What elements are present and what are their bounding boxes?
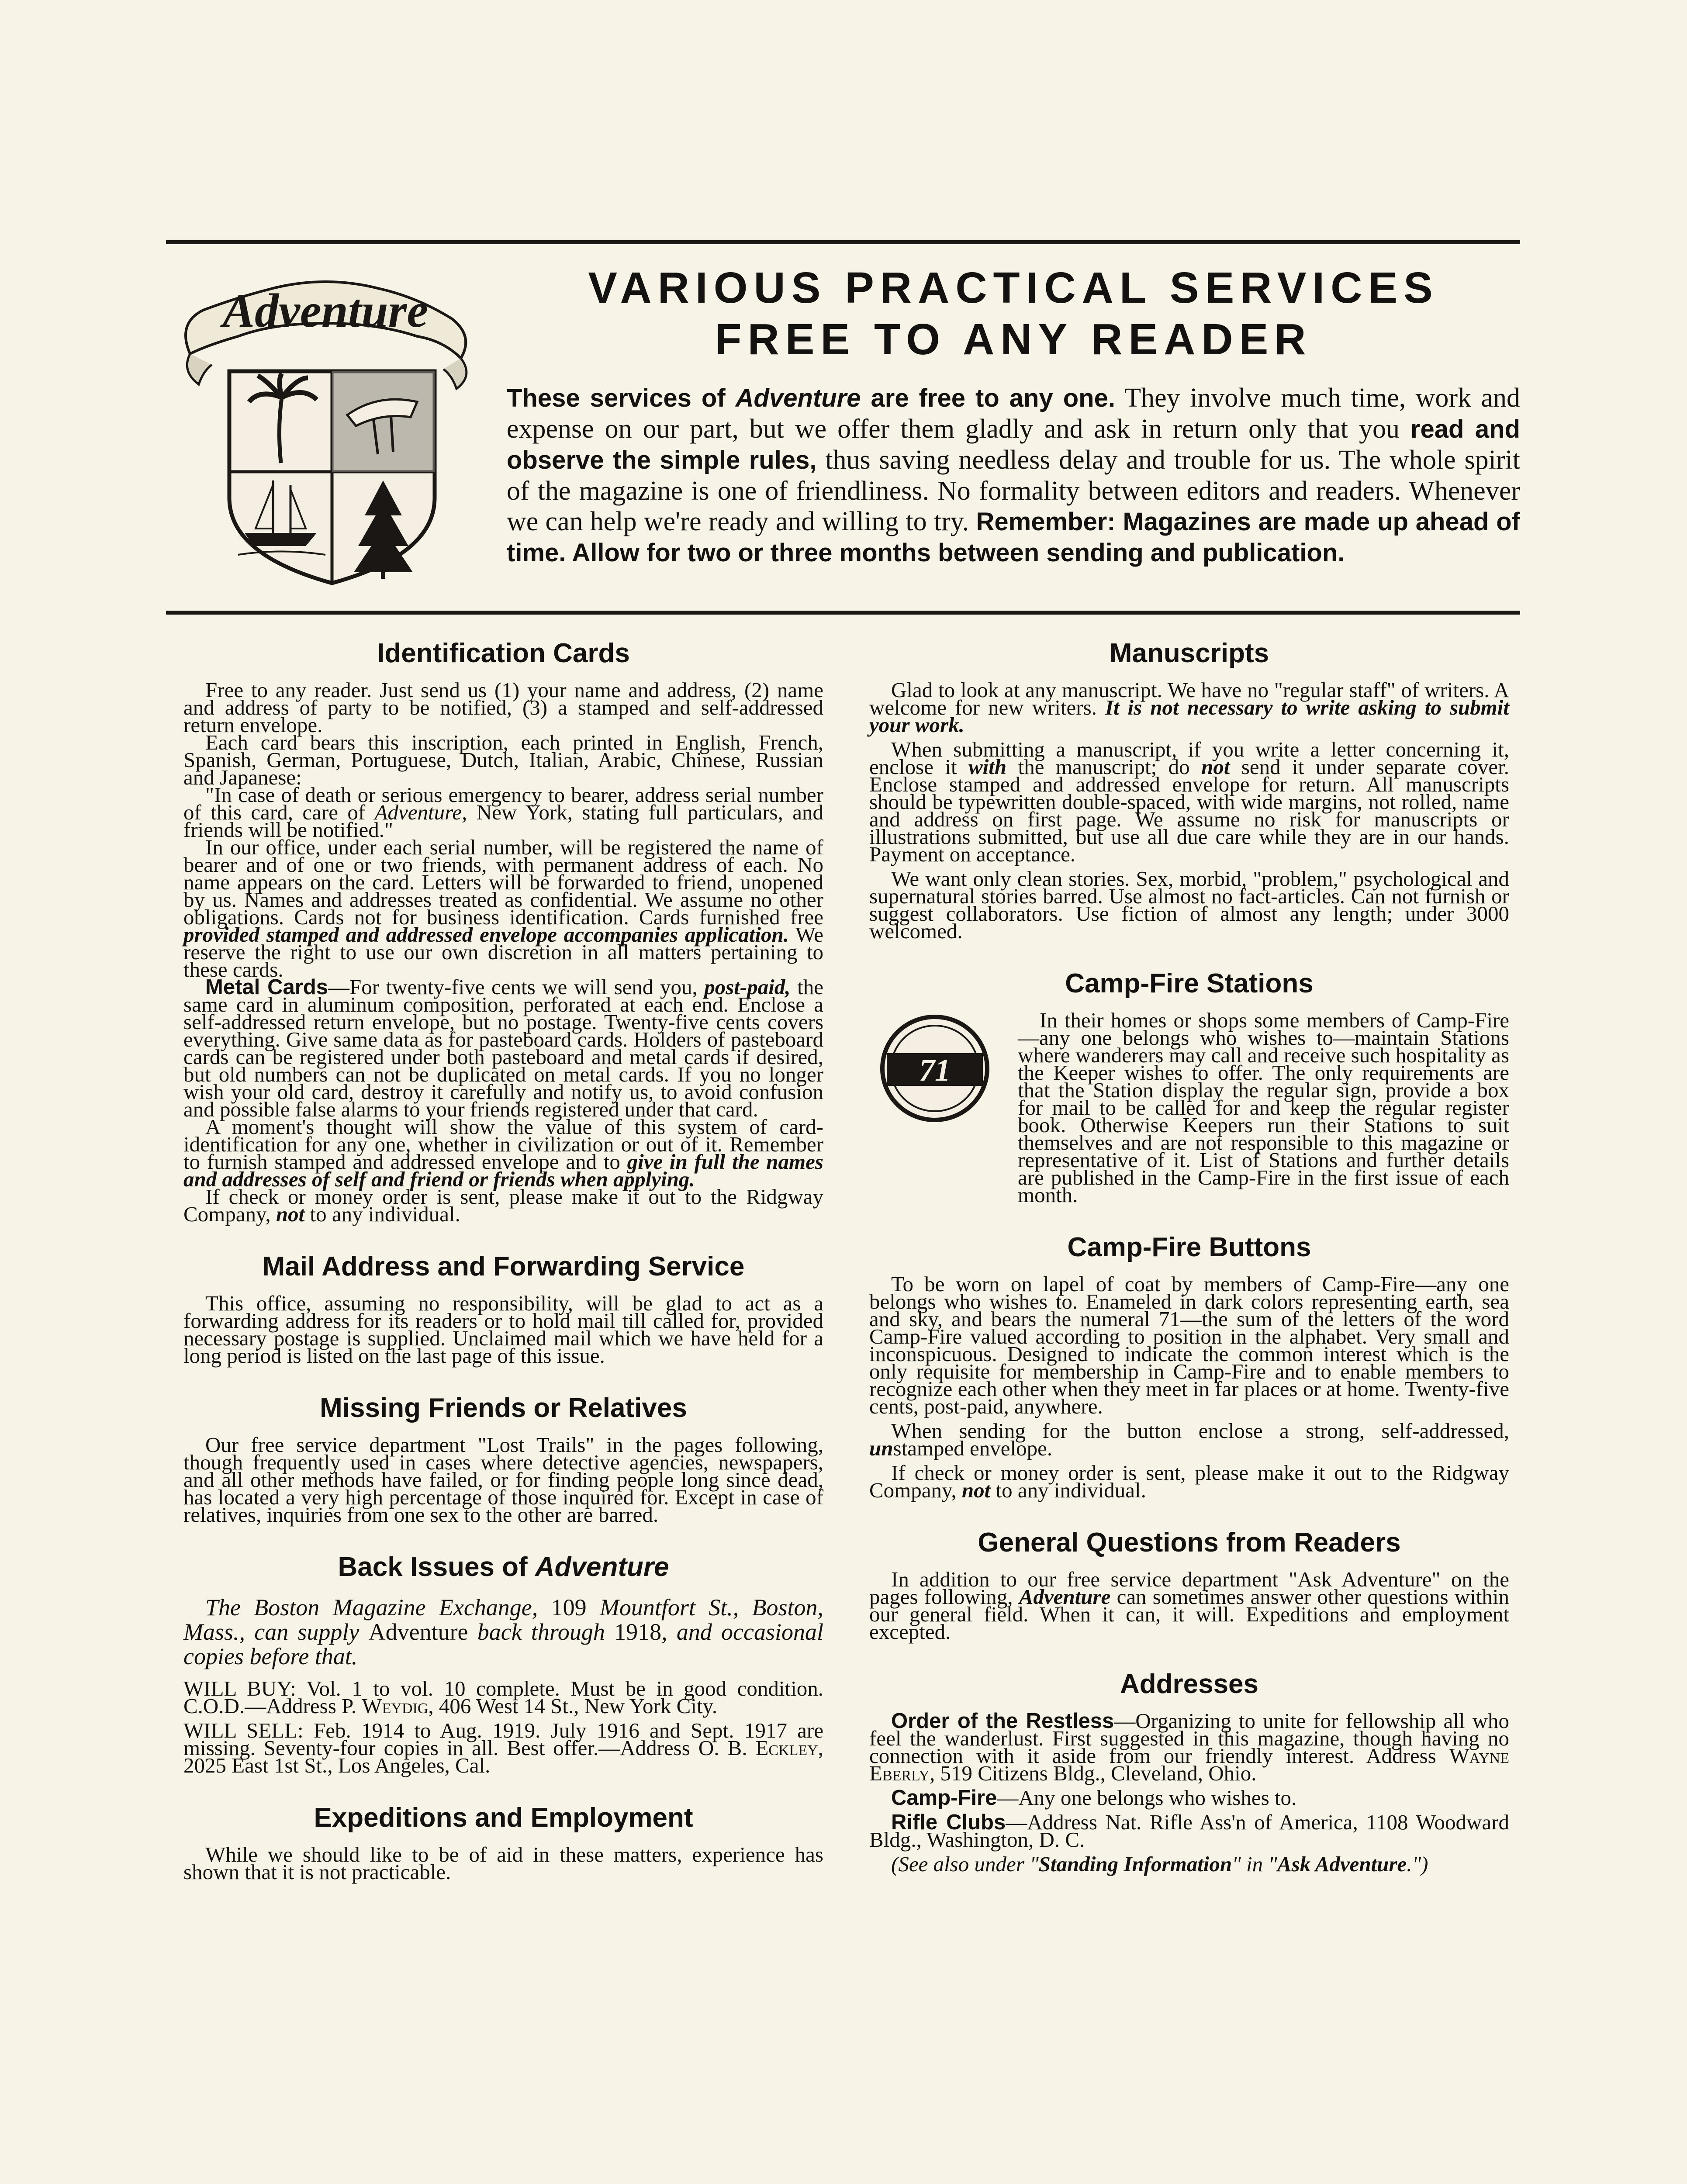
paragraph: In their homes or shops some members of Camp-Fire—any one belongs who wishes to—maintain Stations where wanderers may call and receive such hospitality as the Keeper wishes to offer. The only requirements are that the Station display the regular sign, provide a box for mail to be called for and keep the regular register book. Otherwise Keepers run their Stations to suit themselves and are not responsible to this magazine or representative of it. List of Stations and further details are published in the Camp-Fire in the first issue of each month. (1018, 1008, 1509, 1207)
section-title: Camp-Fire Buttons (1067, 1232, 1311, 1262)
paragraph (869, 1852, 1509, 1876)
section-general-questions (869, 1527, 1509, 1644)
bold-lead: Metal Cards (205, 975, 328, 999)
paragraph: To be worn on lapel of coat by members of Camp-Fire—any one belongs who wishes to. Enameled in dark colors representing earth, sea and sky, and bears the numeral 71—the sum of the letters of the word Camp-Fire valued according to position in the alphabet. Very small and inconspicuous. Designed to indicate the common interest which is the only requisite for membership in Camp-Fire and to enable members to recognize each other when they meet in far places or at home. Twenty-five cents, post-paid, anywhere. (869, 1272, 1509, 1418)
italic-text: " in " (1232, 1852, 1277, 1876)
italic-text: Adventure (1019, 1585, 1111, 1609)
page-title-line-2: FREE TO ANY READER (715, 315, 1312, 364)
text: the same card in aluminum composition, perforated at each end. Enclose a self-addressed return envelope, but no postage. Twenty-five cents covers everything. Give same data as for pasteboard cards. Holders of pasteboard cards can be registered under both pasteboard and metal cards if desired, but old numbers can not be duplicated on metal cards. If you no longer wish your old card, destroy it carefully and notify us, to avoid confusion and possible false alarms to your friends registered under that card. (183, 975, 823, 1121)
paragraph (183, 783, 823, 842)
left-column (183, 638, 823, 1909)
italic-text: give in full the names and addresses of self and friend or friends when applying. (183, 1150, 823, 1191)
text: If check or money order is sent, please make it out to the Ridgway Company, (869, 1461, 1509, 1502)
small-caps-name: Wayne Eberly (869, 1744, 1509, 1785)
title-text: Back Issues of (338, 1552, 535, 1582)
italic-text: not (1201, 755, 1230, 779)
paragraph (869, 678, 1509, 737)
paragraph (869, 737, 1510, 866)
paragraph (869, 1567, 1509, 1644)
paragraph: While we should like to be of aid in these matters, experience has shown that it is not practicable. (183, 1842, 823, 1884)
text: to any individual. (990, 1478, 1146, 1502)
section-addresses (869, 1669, 1509, 1876)
text: can sometimes answer other questions within our general field. When it can, it will. Expeditions and employment excepted. (869, 1585, 1509, 1644)
paragraph (183, 835, 823, 981)
intro-bold-1: These services of (507, 384, 736, 412)
bold-lead: Order of the Restless (891, 1709, 1114, 1733)
header-bottom-rule (166, 611, 1520, 615)
adventure-shield-logo (173, 271, 478, 585)
intro-text-2: thus saving needless delay and trouble for us. The whole spirit of the magazine is one of friendliness. No formality between editors and readers. Whenever we can help we're ready and willing to try. (507, 445, 1520, 536)
text: We reserve the right to use our own discretion in all matters pertaining to these cards. (183, 923, 823, 981)
bold-lead: Camp-Fire (891, 1786, 997, 1810)
text: , 2025 East 1st St., Los Angeles, Cal. (183, 1736, 823, 1777)
italic-text: provided stamped and addressed envelope accompanies application. (183, 923, 789, 947)
text: In addition to our free service department "Ask Adventure" on the pages following, (869, 1567, 1509, 1609)
section-title: Mail Address and Forwarding Service (262, 1251, 745, 1282)
paragraph (869, 1709, 1509, 1785)
text: to any individual. (304, 1202, 460, 1226)
text: , and occasional copies before that. (183, 1619, 824, 1669)
paragraph (183, 975, 823, 1121)
page-title-line-1: VARIOUS PRACTICAL SERVICES (588, 263, 1439, 312)
text: If check or money order is sent, please make it out to the Ridgway Company, (183, 1185, 823, 1226)
text: —For twenty-five cents we will send you, (328, 975, 705, 999)
section-title: Missing Friends or Relatives (320, 1393, 687, 1423)
header-block (507, 262, 1520, 568)
italic-text: (See also under " (891, 1852, 1039, 1876)
section-title: Identification Cards (377, 638, 630, 668)
paragraph: Free to any reader. Just send us (1) your name and address, (2) name and address of party to be notified, (3) a stamped and self-addressed return envelope. (183, 678, 823, 737)
italic-text: It is not necessary to write asking to submit your work. (869, 695, 1509, 737)
intro-bold-2: read and observe the simple rules, (507, 415, 1521, 474)
text: back through (468, 1619, 615, 1645)
text: —Any one belongs who wishes to. (997, 1786, 1297, 1810)
text: send it under separate cover. Enclose stamped and addressed envelope for return. All manuscripts should be typewritten double-spaced, with wide margins, not rolled, name and address on first page. We assume no risk for manuscripts or illustrations submitted, but use all due care while they are in our hands. Payment on acceptance. (869, 755, 1510, 866)
italic-text: .") (1407, 1852, 1428, 1876)
section-title: General Questions from Readers (978, 1527, 1401, 1558)
italic-text: post-paid, (704, 975, 791, 999)
italic-text: not (961, 1478, 991, 1502)
italic-text: with (968, 755, 1007, 779)
text: WILL BUY: Vol. 1 to vol. 10 complete. Must be in good condition. C.O.D.—Address P. (183, 1676, 823, 1718)
paragraph (183, 1185, 823, 1226)
will-sell-paragraph (183, 1718, 823, 1777)
text: Adventure (368, 1619, 468, 1645)
camp-fire-station-badge-icon (869, 1012, 1009, 1125)
section-identification-cards (183, 638, 823, 1226)
text: 109 (551, 1594, 600, 1621)
text: stamped envelope. (893, 1436, 1053, 1460)
section-title: Expeditions and Employment (314, 1803, 693, 1833)
text: 1918 (614, 1619, 662, 1645)
section-expeditions (183, 1802, 823, 1884)
text: The Boston Magazine Exchange, (205, 1594, 551, 1621)
small-caps-name: Weydig (362, 1694, 429, 1718)
text: Glad to look at any manuscript. We have no "regular staff" of writers. A welcome for new writers. (869, 678, 1509, 719)
italic-text: un (869, 1436, 893, 1460)
text: Mountfort St., Boston, Mass., can supply (183, 1594, 824, 1645)
text: A moment's thought will show the value of this system of card-identification for any one, whether in civilization or out of it. Remember to furnish stamped and addressed envelope and to (183, 1115, 823, 1174)
section-camp-fire-stations (869, 968, 1509, 1207)
intro-bold-italic: Adventure (735, 384, 861, 412)
small-caps-name: Eckley (755, 1736, 818, 1760)
intro-text-1: They involve much time, work and expense on our part, but we offer them gladly and ask in return only that you (507, 383, 1520, 444)
text: WILL SELL: Feb. 1914 to Aug. 1919. July 1916 and Sept. 1917 are missing. Seventy-four copies in all. Best offer.—Address O. B. (183, 1718, 823, 1760)
title-italic: Adventure (535, 1552, 669, 1582)
badge-number: 71 (919, 1053, 951, 1088)
section-title: Addresses (1120, 1669, 1259, 1699)
paragraph: We want only clean stories. Sex, morbid, "problem," psychological and supernatural stories barred. Use almost no fact-articles. Can not furnish or suggest collaborators. Use fiction of almost any length; under 3000 welcomed. (869, 867, 1509, 943)
paragraph: Our free service department "Lost Trails" in the pages following, though frequently used in cases where detective agencies, newspapers, and all other methods have failed, or for finding people long since dead, has located a very high percentage of those inquired for. Except in case of relatives, inquiries from one sex to the other are barred. (183, 1433, 823, 1527)
italic-text: Ask Adventure (1277, 1852, 1407, 1876)
intro-paragraph (507, 383, 1520, 568)
paragraph: This office, assuming no responsibility, will be glad to act as a forwarding address for its readers or to hold mail till called for, provided necessary postage is supplied. Unclaimed mail which we have held for a long period is listed on the last page of this issue. (183, 1291, 823, 1368)
right-column (869, 638, 1509, 1901)
section-mail-address (183, 1251, 823, 1368)
text: —Address Nat. Rifle Ass'n of America, 1108 Woodward Bldg., Washington, D. C. (869, 1810, 1509, 1852)
section-title (183, 1552, 823, 1583)
italic-text: Standing Information (1038, 1852, 1232, 1876)
will-buy-paragraph (183, 1676, 823, 1718)
section-missing-friends (183, 1393, 823, 1527)
section-manuscripts (869, 638, 1510, 943)
logo-text: Adventure (222, 284, 429, 337)
text: "In case of death or serious emergency to bearer, address serial number of this card, care of (183, 783, 823, 824)
intro-bold-1-end: are free to any one. (861, 384, 1115, 412)
text: When submitting a manuscript, if you write a letter concerning it, enclose it (869, 737, 1509, 779)
italic-text: not (276, 1202, 305, 1226)
text: —Organizing to unite for fellowship all who feel the wanderlust. First suggested in this magazine, though having no connection with it aside from our friendly interest. Address (869, 1709, 1509, 1768)
text: the manuscript; do (1006, 755, 1202, 779)
paragraph (869, 1786, 1509, 1810)
paragraph (869, 1461, 1509, 1502)
section-camp-fire-buttons (869, 1232, 1509, 1502)
section-title: Manuscripts (1109, 638, 1269, 668)
section-title: Camp-Fire Stations (1065, 968, 1314, 999)
text: , 519 Citizens Bldg., Cleveland, Ohio. (929, 1761, 1257, 1785)
italic-text: Adventure, (374, 800, 467, 824)
paragraph: Each card bears this inscription, each printed in English, French, Spanish, German, Portuguese, Dutch, Italian, Arabic, Chinese, Russian and Japanese: (183, 730, 823, 789)
stations-text (1018, 1008, 1509, 1207)
paragraph (869, 1419, 1509, 1460)
text: New York, stating full particulars, and friends will be notified." (183, 800, 823, 842)
bold-lead: Rifle Clubs (891, 1811, 1006, 1834)
paragraph (869, 1810, 1509, 1852)
text: When sending for the button enclose a strong, self-addressed, (891, 1419, 1509, 1443)
section-back-issues (183, 1552, 824, 1777)
text: In our office, under each serial number, will be registered the name of bearer and of one or two friends, with permanent address of each. No name appears on the card. Letters will be forwarded to friend, unopened by us. Names and addresses treated as confidential. We assume no other obligations. Cards not for business identification. Cards furnished free (183, 835, 823, 929)
paragraph (183, 1115, 823, 1191)
top-rule (166, 240, 1520, 244)
back-issues-lead (183, 1595, 823, 1669)
stations-body (869, 1008, 1509, 1207)
text: , 406 West 14 St., New York City. (428, 1694, 718, 1718)
intro-bold-3: Remember: Magazines are made up ahead of time. Allow for two or three months between sending and publication. (507, 508, 1520, 567)
